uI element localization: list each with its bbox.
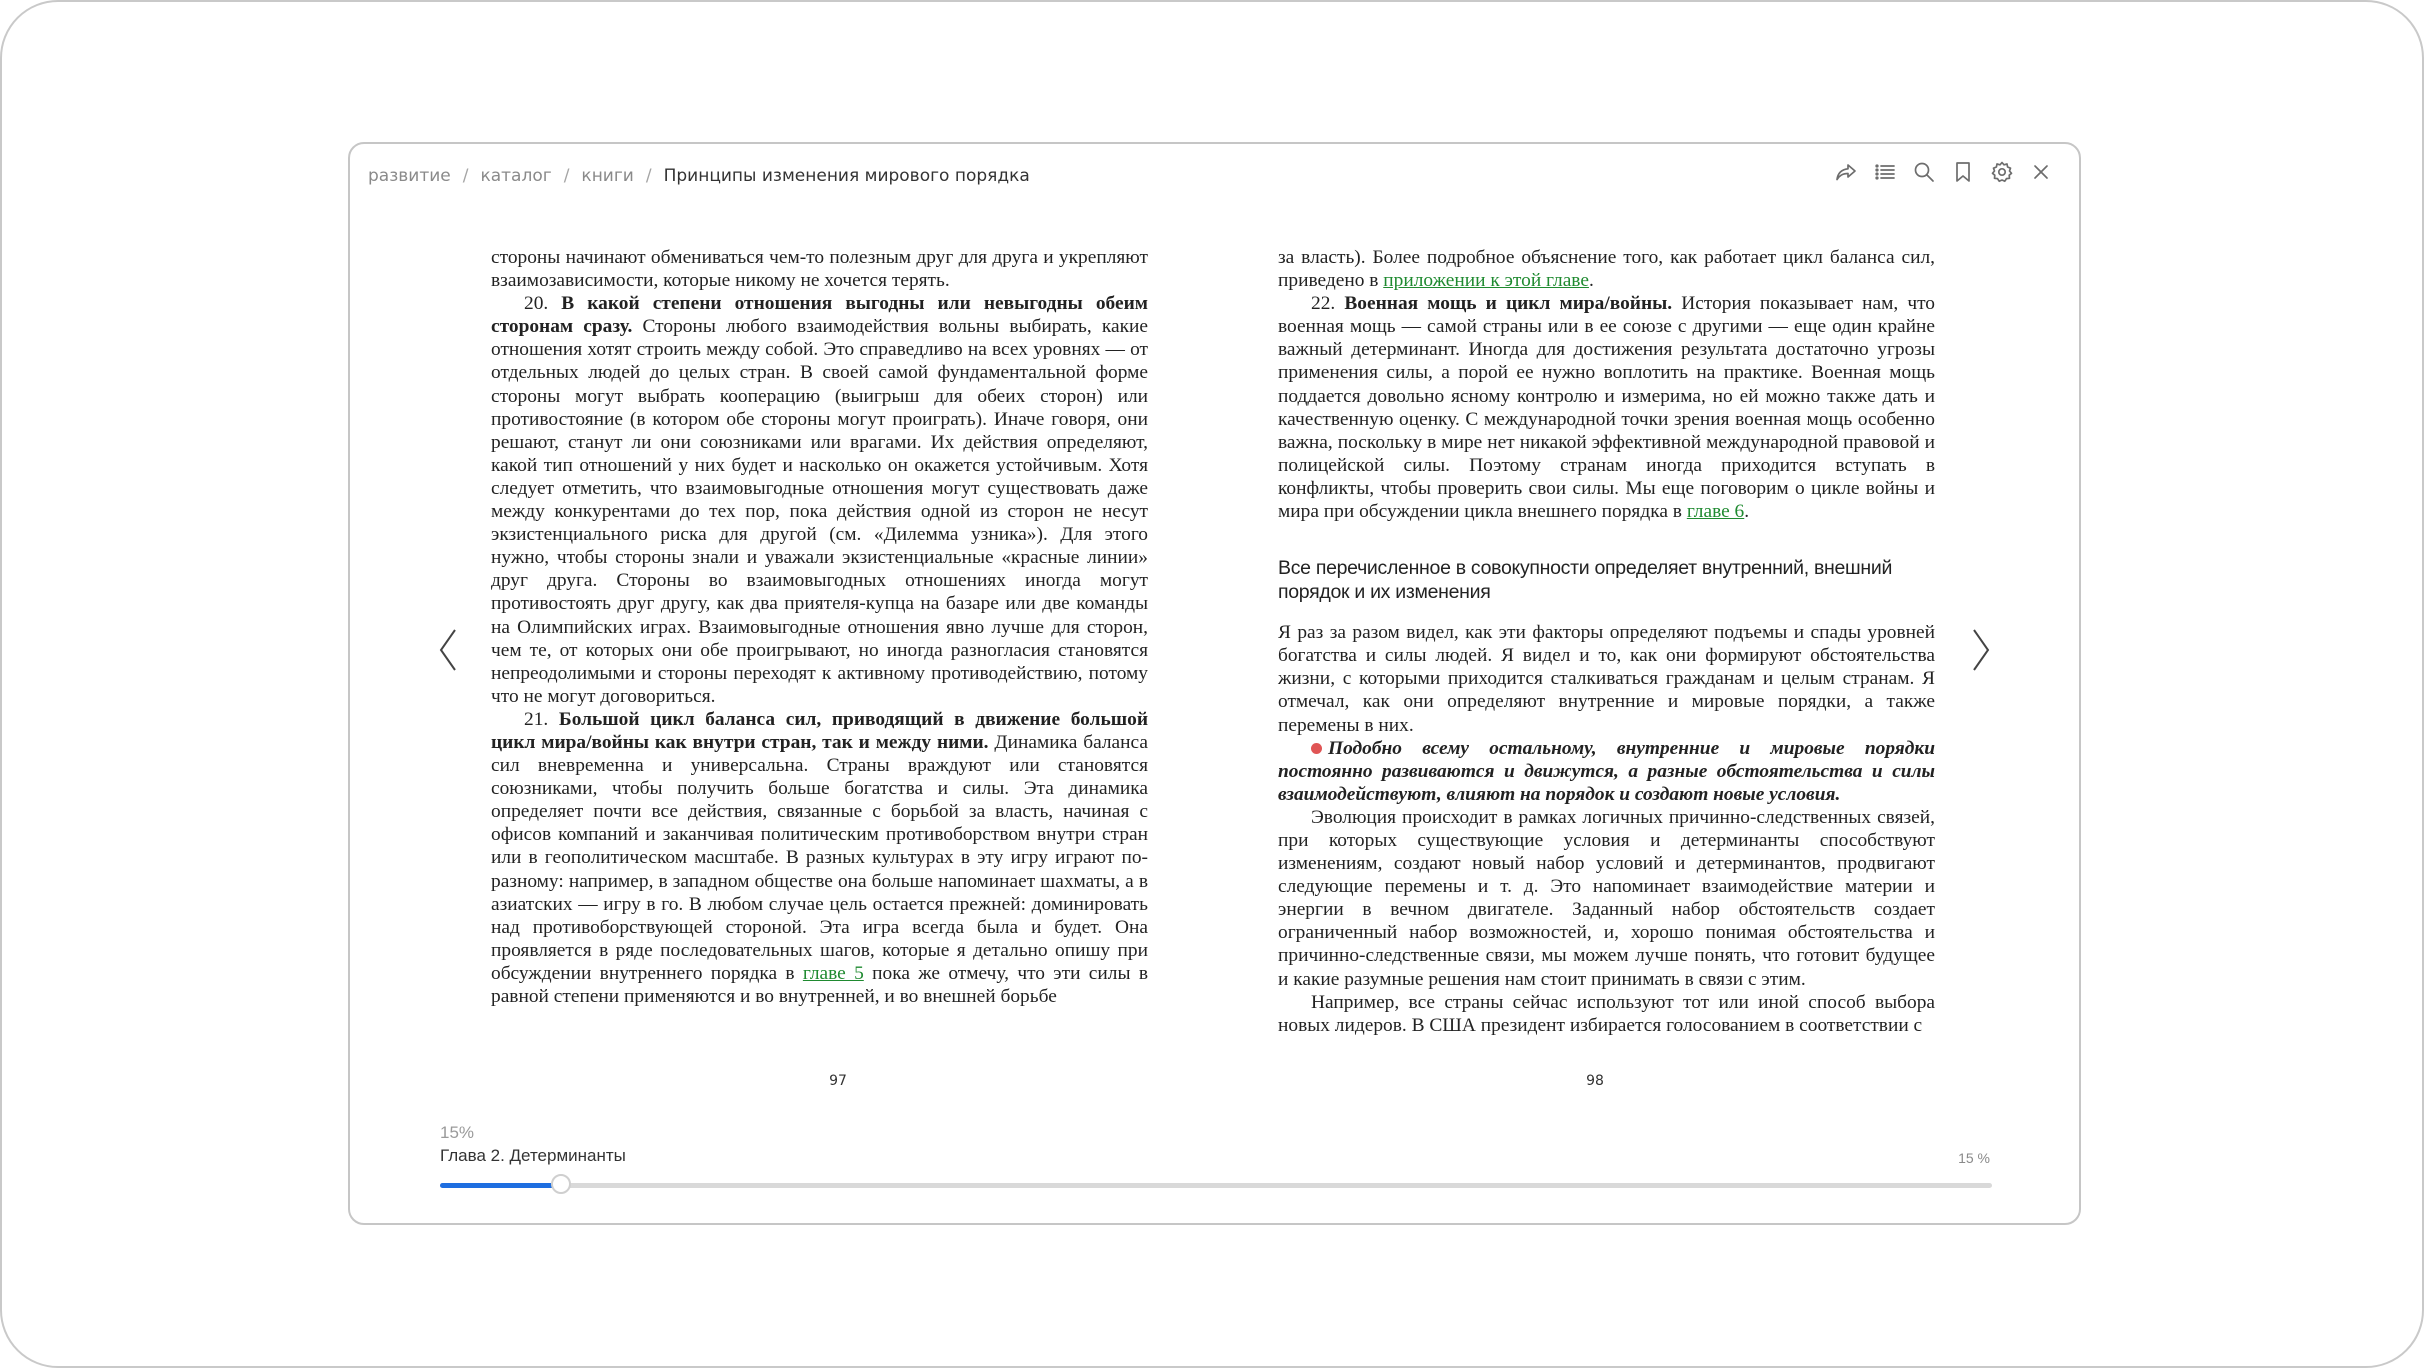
settings-icon	[1990, 160, 2014, 184]
breadcrumb	[368, 162, 1030, 190]
left-page	[491, 246, 1148, 1008]
paragraph-text: .	[1588, 270, 1594, 292]
item-number: 22.	[1311, 293, 1345, 315]
appendix-link[interactable]: приложении к этой главе	[1383, 270, 1589, 292]
progress-percent-label: 15%	[440, 1123, 475, 1142]
item-number: 21.	[524, 708, 559, 730]
share-icon	[1834, 160, 1858, 184]
progress-slider-handle[interactable]	[551, 1174, 571, 1194]
paragraph	[1278, 246, 1935, 292]
bold-heading-text: Большой цикл баланса сил, приводящий в движение большой цикл мира/войны как внутри стран, так и между ними.	[491, 708, 1148, 753]
bookmark-button[interactable]	[1949, 158, 1977, 186]
paragraph: Я раз за разом видел, как эти факторы определяют подъемы и спады уровней богатства и силы людей. Я видел и то, как они формируют обстоятельства жизни, с которыми приходится сталкиваться гражданам и целым странам. Я отмечал, как они определяют внутренние и мировые порядки, а также перемены в них.	[1278, 622, 1935, 736]
right-page-number: 98	[1586, 1073, 1604, 1089]
bold-heading-text: Военная мощь и цикл мира/войны.	[1344, 293, 1673, 315]
breadcrumb-separator: /	[645, 166, 652, 186]
progress-slider[interactable]	[440, 1183, 1992, 1188]
chapter-6-link[interactable]: главе 6	[1686, 501, 1745, 523]
breadcrumb-current-book: Принципы изменения мирового порядка	[663, 166, 1030, 186]
book-reader	[348, 142, 2081, 1225]
item-number: 20.	[524, 293, 562, 315]
search-button[interactable]	[1910, 158, 1938, 186]
paragraph: стороны начинают обмениваться чем-то полезным друг для друга и укрепляют взаимозависимости, которые никому не хочется терять.	[491, 247, 1148, 292]
breadcrumb-separator: /	[462, 166, 469, 186]
paragraph-text: за власть). Более подробное объяснение того, как работает цикл баланса сил, приведено в	[1278, 247, 1935, 292]
highlight-bullet	[1278, 737, 1935, 806]
progress-percent-right: 15 %	[1958, 1150, 1990, 1166]
paragraph-text: пока же отмечу, что эти силы в равной степени применяются и во внутренней, и во внешней борьбе	[491, 962, 1148, 1007]
current-chapter-title: Глава 2. Детерминанты	[440, 1146, 626, 1165]
paragraph: Эволюция происходит в рамках логичных причинно-следственных связей, при которых существующие условия и детерминанты способствуют изменениям, создают новый набор условий и детерминантов, продвигают следующие перемены и т. д. Это напоминает взаимодействие материи и энергии в вечном двигателе. Заданный набор обстоятельств создает ограниченный набор возможностей, и, хорошо понимая обстоятельства и причинно-следственные связи, мы можем лучше понять, что готовит будущее и какие разумные решения нам стоит принимать в связи с этим.	[1278, 806, 1935, 990]
paragraph	[1278, 292, 1935, 523]
contents-button[interactable]	[1871, 158, 1899, 186]
section-heading: Все перечисленное в совокупности определяет внутренний, внешний порядок и их изменения	[1278, 557, 1893, 604]
paragraph-text: История показывает нам, что военная мощь — самой страны или в ее союзе с другими — еще один крайне важный детерминант. Иногда для достижения результата достаточно угрозы применения силы, а порой ее нужно воплотить на практике. Военная мощь поддается довольно ясному контролю и измерима, но ей можно также дать и качественную оценку. С международной точки зрения военная мощь особенно важна, поскольку в мире нет никакой эффективной международной правовой и полицейской силы. Поэтому странам иногда приходится вступать в конфликты, чтобы проверить свои силы. Мы еще поговорим о цикле войны и мира при обсуждении цикла внешнего порядка в	[1278, 293, 1935, 523]
paragraph	[491, 292, 1148, 708]
chapter-5-link[interactable]: главе 5	[802, 962, 864, 984]
left-page-number: 97	[829, 1073, 847, 1089]
reader-toolbar	[1832, 158, 2055, 186]
paragraph-text: Стороны любого взаимодействия вольны выбирать, какие отношения хотят строить между собой. Это справедливо на всех уровнях — от отдельных людей до целых стран. В своей самой фундаментальной форме стороны могут выбрать кооперацию (выигрыш для обеих сторон) или противостояние (в котором обе стороны могут проиграть). Иначе говоря, они решают, станут ли они союзниками или врагами. Их действия определяют, какой тип отношений у них будет и насколько он окажется устойчивым. Хотя следует отметить, что взаимовыгодные отношения могут существовать даже между конкурентами до тех пор, пока действия одной из сторон не несут экзистенциального риска для другой (см. «Дилемма узника»). Для этого нужно, чтобы стороны знали и уважали экзистенциальные «красные линии» друг друга. Стороны во взаимовыгодных отношениях иногда могут противостоять друг другу, как два приятеля-купца на базаре или две команды на Олимпийских играх. Взаимовыгодные отношения явно лучше для сторон, чем те, от которых они обе проигрывают, но иногда разногласия становятся непреодолимыми и стороны переходят к активному противодействию, потому что не могут договориться.	[491, 316, 1148, 707]
next-page-button[interactable]	[1961, 620, 2001, 680]
contents-icon	[1873, 160, 1897, 184]
paragraph-text: Динамика баланса сил вневременна и универсальна. Страны враждуют или становятся союзниками, чтобы получить больше богатства и силы. Эта динамика определяет почти все действия, связанные с борьбой за власть, начиная с офисов компаний и заканчивая политическим противоборством внутри стран или в геополитическом масштабе. В разных культурах в эту игру играют по-разному: например, в западном обществе она больше напоминает шахматы, а в азиатских — игру в го. В любом случае цель остается прежней: доминировать над противоборствующей стороной. Эта игра всегда была и будет. Она проявляется в ряде последовательных шагов, которые я детально опишу при обсуждении внутреннего порядка в	[491, 731, 1148, 984]
share-button[interactable]	[1832, 158, 1860, 186]
progress-fill	[440, 1183, 561, 1188]
breadcrumb-item-development[interactable]: развитие	[368, 166, 451, 186]
search-icon	[1912, 160, 1936, 184]
close-button[interactable]	[2027, 158, 2055, 186]
bullet-text: Подобно всему остальному, внутренние и мировые порядки постоянно развиваются и движутся, а разные обстоятельства и силы взаимодействуют, влияют на порядок и создают новые условия.	[1278, 737, 1935, 805]
settings-button[interactable]	[1988, 158, 2016, 186]
highlight-dot-icon[interactable]	[1311, 743, 1322, 754]
bold-heading-text: В какой степени отношения выгодны или невыгодны обеим сторонам сразу.	[491, 293, 1148, 338]
right-page	[1278, 246, 1935, 1037]
paragraph-text: .	[1744, 501, 1750, 523]
close-icon	[2029, 160, 2053, 184]
breadcrumb-separator: /	[563, 166, 570, 186]
breadcrumb-item-catalog[interactable]: каталог	[480, 166, 552, 186]
chevron-right-icon	[1970, 628, 1992, 672]
paragraph	[491, 708, 1148, 1008]
chevron-left-icon	[437, 628, 459, 672]
previous-page-button[interactable]	[428, 620, 468, 680]
breadcrumb-item-books[interactable]: книги	[581, 166, 634, 186]
bookmark-icon	[1951, 160, 1975, 184]
paragraph: Например, все страны сейчас используют тот или иной способ выбора новых лидеров. В США президент избирается голосованием в соответствии с	[1278, 991, 1935, 1036]
